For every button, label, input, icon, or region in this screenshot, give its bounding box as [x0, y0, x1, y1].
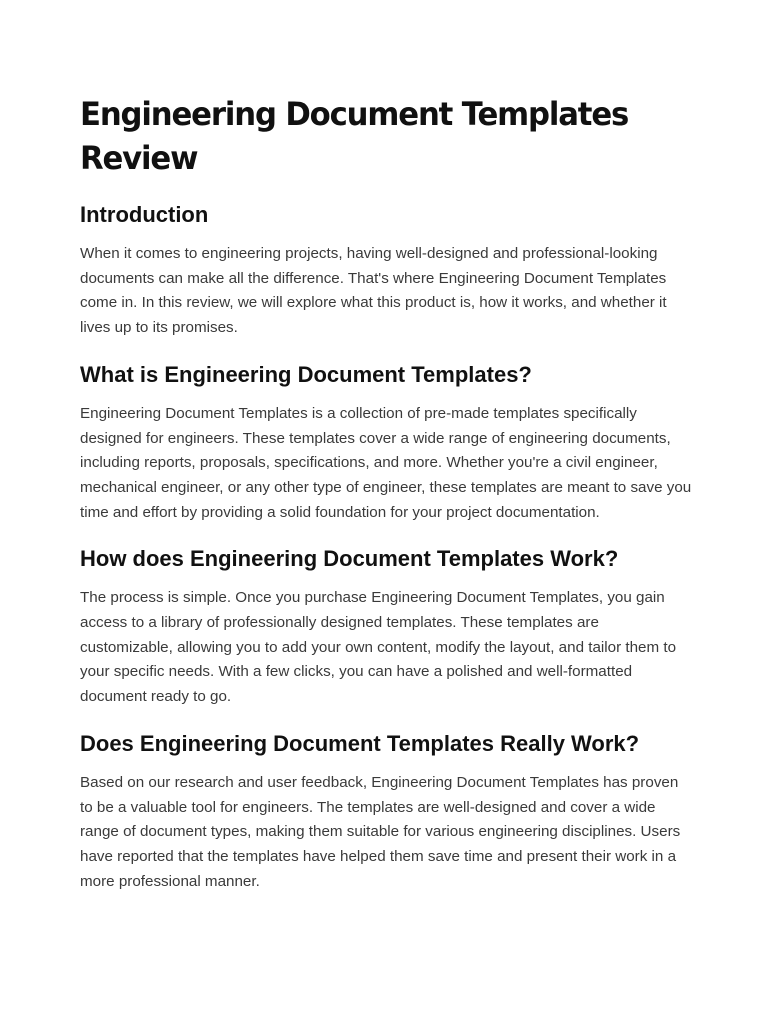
section-heading: How does Engineering Document Templates Work?	[80, 546, 619, 572]
section-paragraph: The process is simple. Once you purchase Engineering Document Templates, you gain access to a library of professionally designed templates. These templates are customizable, allowing you to add your own content, modify the layout, and tailor them to your specific needs. With a few clicks, you can have a polished and well-formatted document ready to go.	[80, 589, 677, 706]
section-paragraph: Based on our research and user feedback, Engineering Document Templates has proven to be a valuable tool for engineers. The templates are well-designed and cover a wide range of document types, making them suitable for various engineering disciplines. Users have reported that the templates have helped them save time and present their work in a more professional manner.	[80, 773, 681, 890]
section-heading: Introduction	[80, 202, 209, 227]
section-introduction	[80, 200, 692, 341]
section-heading: Does Engineering Document Templates Really Work?	[80, 730, 640, 756]
document-page	[80, 92, 692, 913]
section-how-it-works	[80, 544, 692, 710]
section-heading: What is Engineering Document Templates?	[80, 361, 532, 387]
section-what-is	[80, 360, 692, 526]
section-paragraph: Engineering Document Templates is a collection of pre-made templates specifically designed for engineers. These templates cover a wide range of engineering documents, including reports, proposals, specifications, and more. Whether you're a civil engineer, mechanical engineer, or any other type of engineer, these templates are meant to save you time and effort by providing a solid foundation for your project documentation.	[80, 404, 692, 521]
section-paragraph: When it comes to engineering projects, having well-designed and professional-looking documents can make all the difference. That's where Engineering Document Templates come in. In this review, we will explore what this product is, how it works, and whether it lives up to its promises.	[80, 245, 667, 337]
section-does-it-work	[80, 729, 692, 895]
document-title: Engineering Document Templates Review	[80, 95, 629, 177]
